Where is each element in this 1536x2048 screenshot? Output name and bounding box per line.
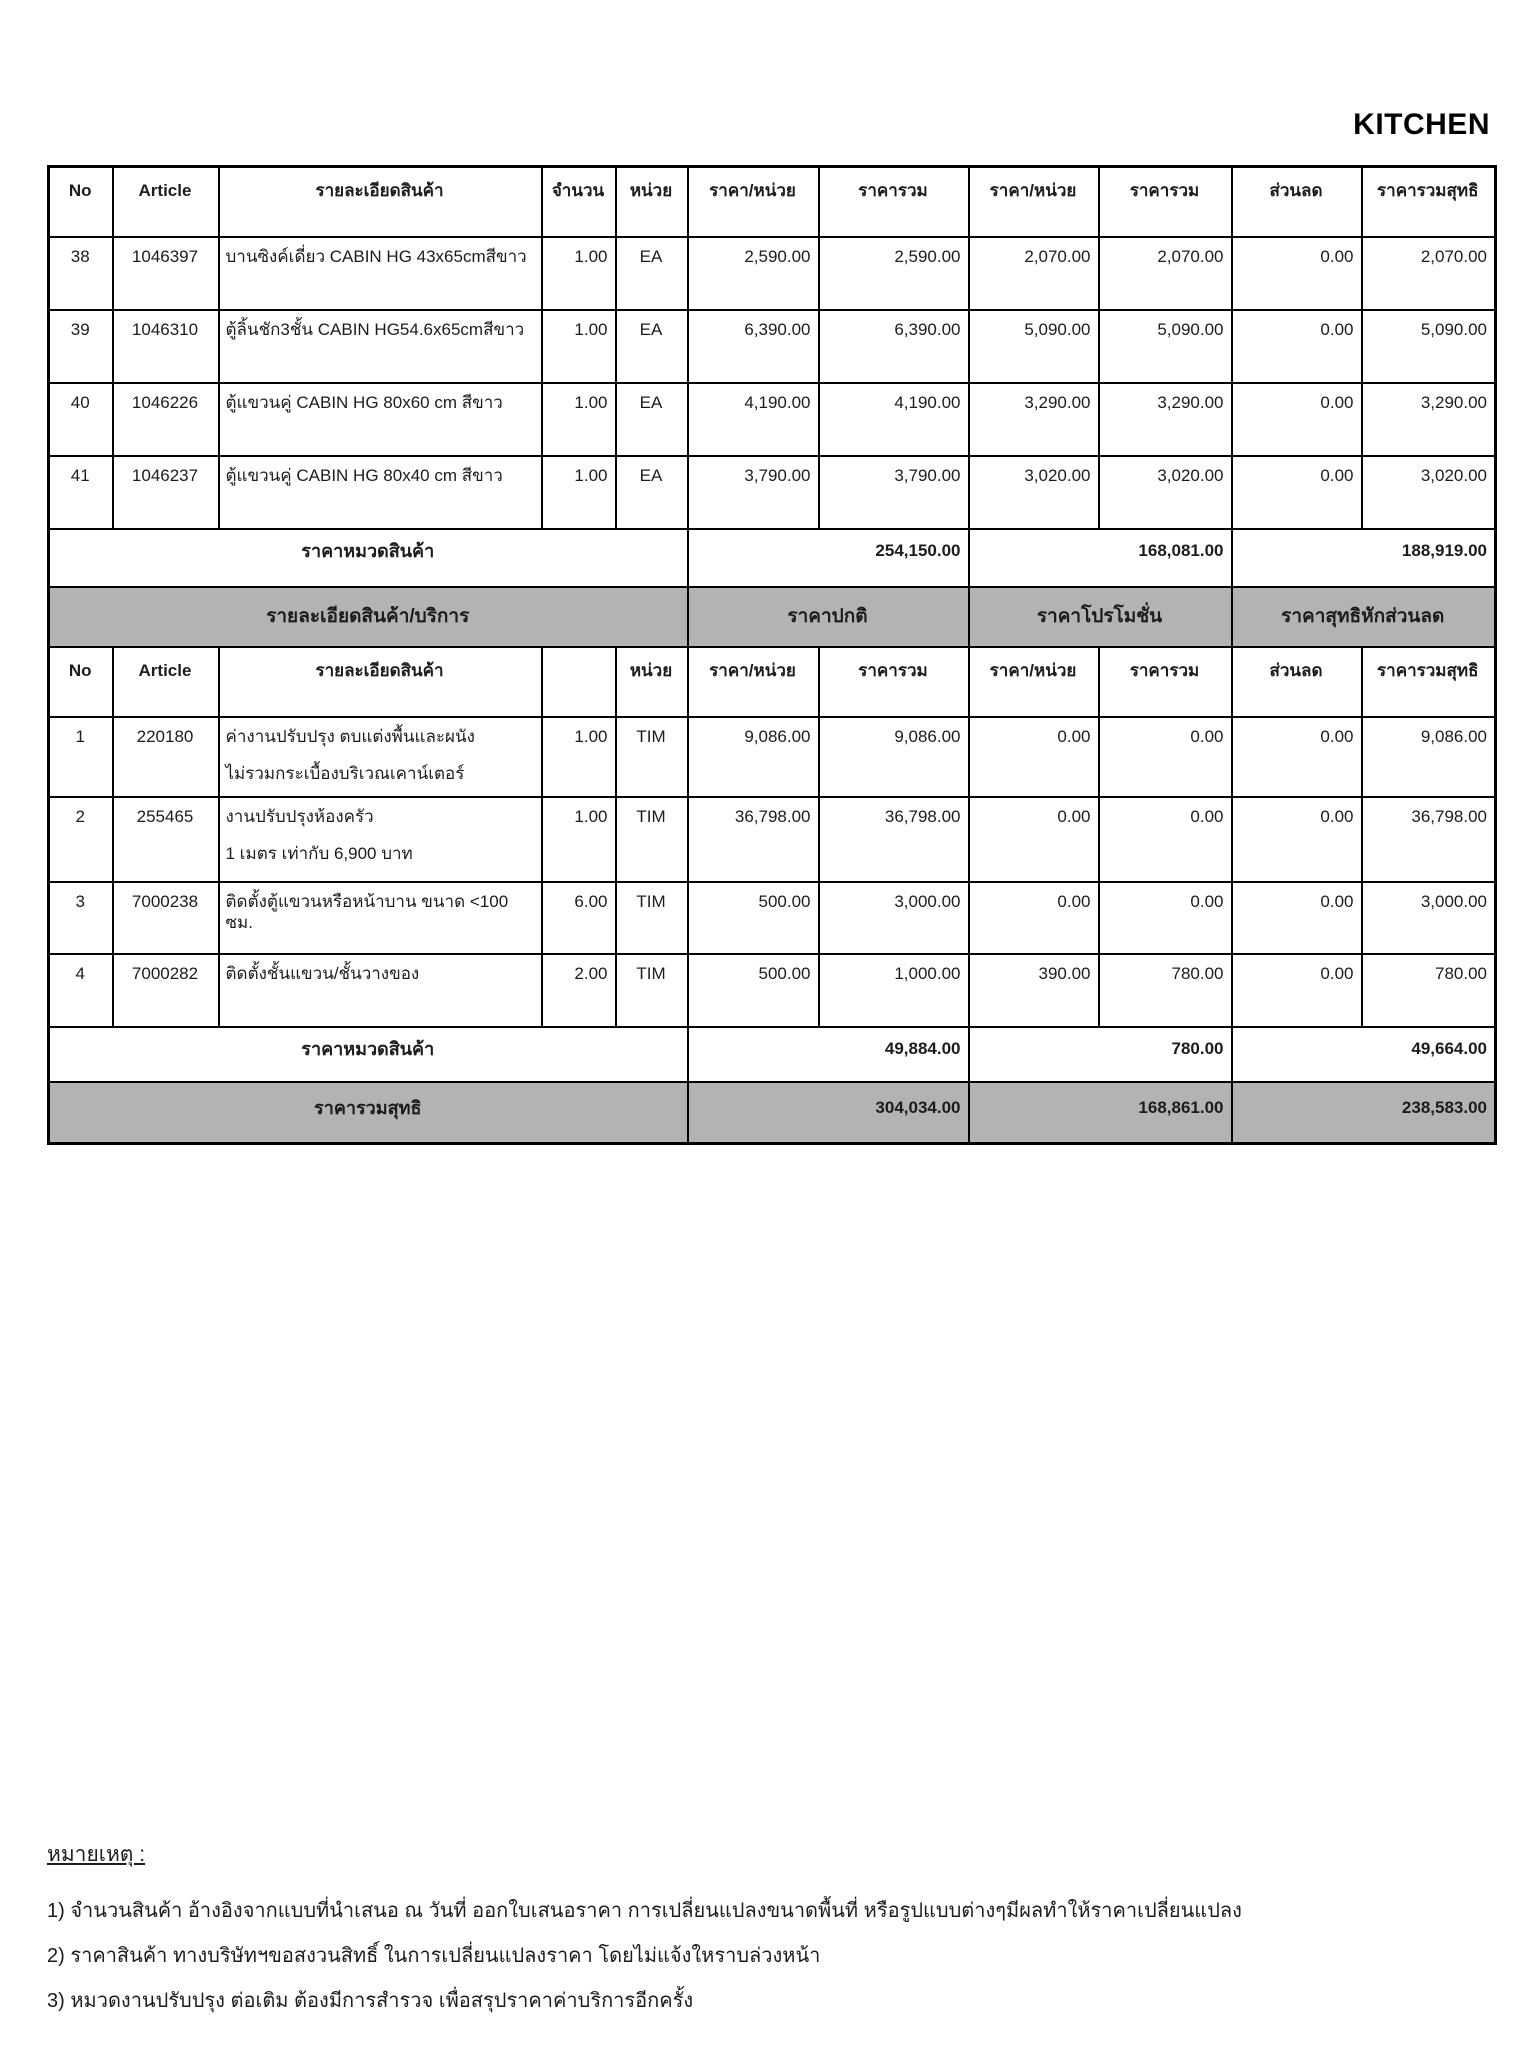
header-net-total: ราคารวมสุทธิ [1362,647,1496,717]
header-unit: หน่วย [616,167,688,237]
header-unit-price: ราคา/หน่วย [688,167,819,237]
cell-promo-total: 3,020.00 [1099,456,1232,529]
description-line-1: ค่างานปรับปรุง ตบแต่งพื้นและผนัง [225,726,475,746]
table-row [49,237,1496,310]
cell-article: 1046397 [113,237,219,310]
cell-discount: 0.00 [1232,882,1362,954]
table-row [49,717,1496,797]
header-unit-price: ราคา/หน่วย [688,647,819,717]
description-line-2: ไม่รวมกระเบื้องบริเวณเคาน์เตอร์ [225,763,465,783]
description-line-1: งานปรับปรุงห้องครัว [225,806,374,826]
cell-unit-price: 500.00 [688,882,819,954]
services-summary-label: ราคาหมวดสินค้า [49,1027,688,1082]
cell-article: 1046226 [113,383,219,456]
cell-no: 41 [49,456,113,529]
band-normal-price-header: ราคาปกติ [688,587,969,647]
cell-total: 36,798.00 [819,797,969,882]
cell-description [219,797,542,882]
products-summary-net-total: 188,919.00 [1232,529,1496,587]
cell-total: 2,590.00 [819,237,969,310]
cell-total: 3,790.00 [819,456,969,529]
table-row [49,954,1496,1027]
cell-promo-unit-price: 390.00 [969,954,1099,1027]
cell-net-total: 5,090.00 [1362,310,1496,383]
cell-article: 7000282 [113,954,219,1027]
grand-total-net: 238,583.00 [1232,1082,1496,1144]
cell-net-total: 3,290.00 [1362,383,1496,456]
products-summary-promo-total: 168,081.00 [969,529,1232,587]
cell-qty: 2.00 [542,954,616,1027]
cell-net-total: 3,000.00 [1362,882,1496,954]
grand-total-promo: 168,861.00 [969,1082,1232,1144]
cell-total: 6,390.00 [819,310,969,383]
header-qty: จำนวน [542,167,616,237]
header-article: Article [113,647,219,717]
header-article: Article [113,167,219,237]
cell-promo-unit-price: 5,090.00 [969,310,1099,383]
note-item: 1) จำนวนสินค้า อ้างอิงจากแบบที่นำเสนอ ณ วันที่ ออกใบเสนอราคา การเปลี่ยนแปลงขนาดพื้นที่ หรือรูปแบบต่างๆมีผลทำให้ราคาเปลี่ยนแปลง [47,1900,1242,1922]
cell-unit: EA [616,237,688,310]
header-qty-blank [542,647,616,717]
cell-qty: 1.00 [542,383,616,456]
header-promo-unit-price: ราคา/หน่วย [969,167,1099,237]
cell-promo-total: 0.00 [1099,882,1232,954]
cell-total: 4,190.00 [819,383,969,456]
cell-promo-total: 2,070.00 [1099,237,1232,310]
cell-net-total: 9,086.00 [1362,717,1496,797]
cell-discount: 0.00 [1232,717,1362,797]
cell-discount: 0.00 [1232,383,1362,456]
page-title: KITCHEN [1353,108,1490,141]
grand-total-label: ราคารวมสุทธิ [49,1082,688,1144]
cell-promo-unit-price: 3,290.00 [969,383,1099,456]
cell-promo-total: 780.00 [1099,954,1232,1027]
table-row [49,882,1496,954]
cell-unit-price: 2,590.00 [688,237,819,310]
cell-promo-total: 0.00 [1099,797,1232,882]
header-unit: หน่วย [616,647,688,717]
cell-promo-total: 0.00 [1099,717,1232,797]
cell-no: 2 [49,797,113,882]
header-discount: ส่วนลด [1232,647,1362,717]
cell-description: ติดตั้งตู้แขวนหรือหน้าบาน ขนาด <100 ซม. [219,882,542,954]
note-item: 3) หมวดงานปรับปรุง ต่อเติม ต้องมีการสำรวจ เพื่อสรุปราคาค่าบริการอีกครั้ง [47,1990,694,2012]
table-row [49,383,1496,456]
notes-title: หมายเหตุ : [47,1843,146,1866]
header-total: ราคารวม [819,167,969,237]
cell-article: 7000238 [113,882,219,954]
cell-qty: 1.00 [542,456,616,529]
section-band-row [49,587,1496,647]
cell-no: 40 [49,383,113,456]
grand-total-row [49,1082,1496,1144]
cell-promo-unit-price: 0.00 [969,797,1099,882]
table-row [49,310,1496,383]
cell-unit: TIM [616,717,688,797]
band-net-price-header: ราคาสุทธิหักส่วนลด [1232,587,1496,647]
cell-qty: 6.00 [542,882,616,954]
cell-unit: TIM [616,954,688,1027]
products-header-row [49,167,1496,237]
header-discount: ส่วนลด [1232,167,1362,237]
products-summary-row [49,529,1496,587]
services-summary-row [49,1027,1496,1082]
cell-no: 1 [49,717,113,797]
note-item: 2) ราคาสินค้า ทางบริษัทฯขอสงวนสิทธิ์ ในการเปลี่ยนแปลงราคา โดยไม่แจ้งใหราบล่วงหน้า [47,1945,821,1967]
services-summary-net-total: 49,664.00 [1232,1027,1496,1082]
cell-promo-total: 3,290.00 [1099,383,1232,456]
cell-unit: EA [616,456,688,529]
cell-unit-price: 6,390.00 [688,310,819,383]
description-line-2: 1 เมตร เท่ากับ 6,900 บาท [225,843,413,863]
cell-article: 255465 [113,797,219,882]
cell-net-total: 2,070.00 [1362,237,1496,310]
cell-description: ตู้แขวนคู่ CABIN HG 80x60 cm สีขาว [219,383,542,456]
cell-qty: 1.00 [542,797,616,882]
cell-promo-total: 5,090.00 [1099,310,1232,383]
header-description: รายละเอียดสินค้า [219,647,542,717]
header-no: No [49,647,113,717]
quotation-table [47,165,1497,1145]
cell-description [219,717,542,797]
products-summary-label: ราคาหมวดสินค้า [49,529,688,587]
header-total: ราคารวม [819,647,969,717]
cell-unit-price: 36,798.00 [688,797,819,882]
cell-description: บานซิงค์เดี่ยว CABIN HG 43x65cmสีขาว [219,237,542,310]
header-no: No [49,167,113,237]
header-promo-total: ราคารวม [1099,167,1232,237]
cell-description: ติดตั้งชั้นแขวน/ชั้นวางของ [219,954,542,1027]
services-summary-normal-total: 49,884.00 [688,1027,969,1082]
cell-article: 1046237 [113,456,219,529]
cell-total: 3,000.00 [819,882,969,954]
cell-no: 38 [49,237,113,310]
cell-discount: 0.00 [1232,954,1362,1027]
notes-section [47,1838,1487,2024]
cell-unit-price: 9,086.00 [688,717,819,797]
cell-discount: 0.00 [1232,310,1362,383]
cell-discount: 0.00 [1232,456,1362,529]
cell-promo-unit-price: 0.00 [969,882,1099,954]
cell-unit-price: 4,190.00 [688,383,819,456]
cell-article: 1046310 [113,310,219,383]
products-summary-normal-total: 254,150.00 [688,529,969,587]
cell-no: 4 [49,954,113,1027]
cell-discount: 0.00 [1232,237,1362,310]
cell-article: 220180 [113,717,219,797]
cell-promo-unit-price: 3,020.00 [969,456,1099,529]
cell-unit: EA [616,310,688,383]
cell-unit: TIM [616,797,688,882]
cell-total: 1,000.00 [819,954,969,1027]
cell-description: ตู้ลิ้นชัก3ชั้น CABIN HG54.6x65cmสีขาว [219,310,542,383]
cell-net-total: 780.00 [1362,954,1496,1027]
cell-unit: TIM [616,882,688,954]
header-promo-total: ราคารวม [1099,647,1232,717]
cell-promo-unit-price: 0.00 [969,717,1099,797]
cell-unit-price: 500.00 [688,954,819,1027]
cell-no: 3 [49,882,113,954]
header-net-total: ราคารวมสุทธิ [1362,167,1496,237]
band-details-header: รายละเอียดสินค้า/บริการ [49,587,688,647]
services-summary-promo-total: 780.00 [969,1027,1232,1082]
cell-discount: 0.00 [1232,797,1362,882]
cell-unit: EA [616,383,688,456]
cell-net-total: 36,798.00 [1362,797,1496,882]
cell-qty: 1.00 [542,717,616,797]
header-promo-unit-price: ราคา/หน่วย [969,647,1099,717]
cell-total: 9,086.00 [819,717,969,797]
table-row [49,797,1496,882]
cell-unit-price: 3,790.00 [688,456,819,529]
cell-promo-unit-price: 2,070.00 [969,237,1099,310]
services-header-row [49,647,1496,717]
cell-qty: 1.00 [542,237,616,310]
header-description: รายละเอียดสินค้า [219,167,542,237]
cell-net-total: 3,020.00 [1362,456,1496,529]
cell-no: 39 [49,310,113,383]
band-promo-price-header: ราคาโปรโมชั่น [969,587,1232,647]
grand-total-normal: 304,034.00 [688,1082,969,1144]
cell-qty: 1.00 [542,310,616,383]
table-row [49,456,1496,529]
cell-description: ตู้แขวนคู่ CABIN HG 80x40 cm สีขาว [219,456,542,529]
